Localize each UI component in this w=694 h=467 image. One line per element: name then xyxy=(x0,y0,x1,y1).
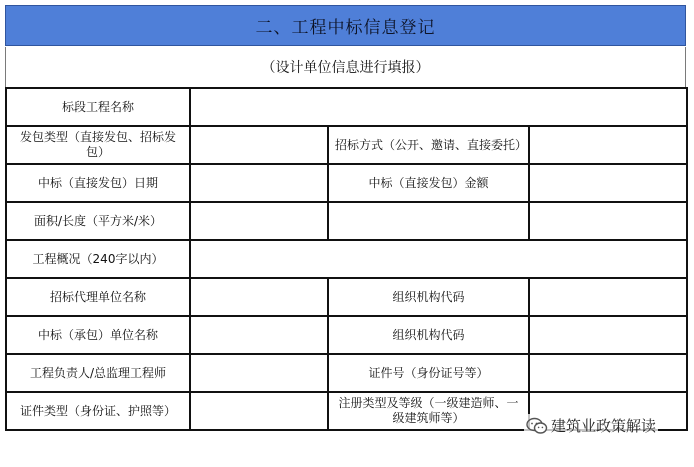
field-value-cell[interactable] xyxy=(190,164,328,202)
field-value-cell[interactable] xyxy=(190,240,687,278)
field-label: 工程概况（240字以内） xyxy=(6,240,190,278)
field-value-cell[interactable] xyxy=(190,126,328,164)
field-value-cell[interactable] xyxy=(190,202,328,240)
field-value-cell[interactable] xyxy=(190,316,328,354)
field-label: 发包类型（直接发包、招标发包） xyxy=(6,126,190,164)
watermark xyxy=(524,414,658,437)
watermark-text: 建筑业政策解读 xyxy=(551,417,657,435)
field-value-cell[interactable] xyxy=(328,202,529,240)
table-row xyxy=(6,164,687,202)
table-row xyxy=(6,316,687,354)
field-value-cell[interactable] xyxy=(190,392,328,430)
registration-form-table xyxy=(5,87,688,431)
field-value-cell[interactable] xyxy=(529,126,687,164)
field-label: 招标方式（公开、邀请、直接委托） xyxy=(328,126,529,164)
table-row xyxy=(6,202,687,240)
field-value-cell[interactable] xyxy=(529,278,687,316)
field-label: 组织机构代码 xyxy=(328,316,529,354)
table-row xyxy=(6,278,687,316)
field-label: 中标（直接发包）金额 xyxy=(328,164,529,202)
field-label: 注册类型及等级（一级建造师、一级建筑师等） xyxy=(328,392,529,430)
field-value-cell[interactable] xyxy=(190,88,687,126)
field-value-cell[interactable] xyxy=(529,354,687,392)
section-title: 二、工程中标信息登记 xyxy=(5,5,686,46)
table-row xyxy=(6,126,687,164)
field-label: 标段工程名称 xyxy=(6,88,190,126)
field-label: 面积/长度（平方米/米） xyxy=(6,202,190,240)
field-value-cell[interactable] xyxy=(529,164,687,202)
field-label: 中标（承包）单位名称 xyxy=(6,316,190,354)
field-label: 组织机构代码 xyxy=(328,278,529,316)
table-row xyxy=(6,88,687,126)
field-label: 中标（直接发包）日期 xyxy=(6,164,190,202)
table-row xyxy=(6,354,687,392)
field-value-cell[interactable] xyxy=(190,278,328,316)
field-label: 招标代理单位名称 xyxy=(6,278,190,316)
fill-note: （设计单位信息进行填报） xyxy=(5,47,686,87)
field-label: 证件类型（身份证、护照等） xyxy=(6,392,190,430)
field-label: 证件号（身份证号等） xyxy=(328,354,529,392)
wechat-icon xyxy=(526,417,548,435)
field-value-cell[interactable] xyxy=(529,202,687,240)
field-value-cell[interactable] xyxy=(529,316,687,354)
field-label: 工程负责人/总监理工程师 xyxy=(6,354,190,392)
table-row xyxy=(6,240,687,278)
field-value-cell[interactable] xyxy=(190,354,328,392)
